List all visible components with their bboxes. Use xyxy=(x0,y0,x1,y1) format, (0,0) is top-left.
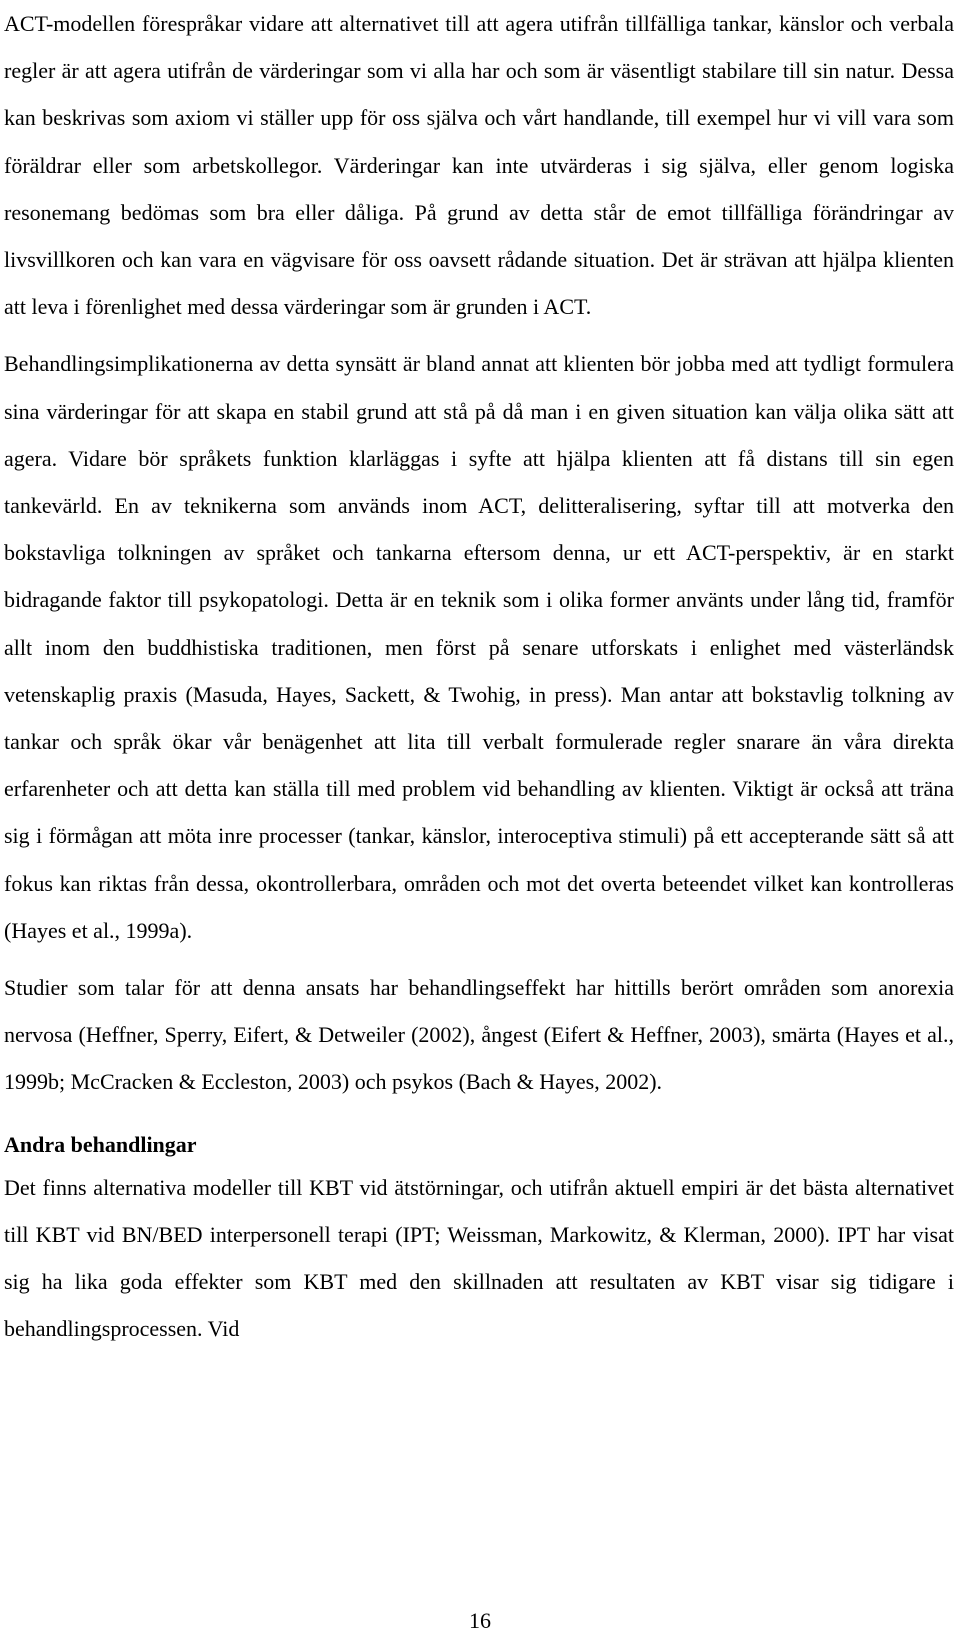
paragraph-act-values: ACT-modellen förespråkar vidare att alternativet till att agera utifrån tillfälliga tankar, känslor och verbala regler är att agera utifrån de värderingar som vi alla har och som är väsentligt stabilare till sin natur. Dessa kan beskrivas som axiom vi ställer upp för oss själva och vårt handlande, till exempel hur vi vill vara som föräldrar eller som arbetskollegor. Värderingar kan inte utvärderas i sig själva, eller genom logiska resonemang bedömas som bra eller dåliga. På grund av detta står de emot tillfälliga förändringar av livsvillkoren och kan vara en vägvisare för oss oavsett rådande situation. Det är strävan att hjälpa klienten att leva i förenlighet med dessa värderingar som är grunden i ACT. xyxy=(4,11,954,320)
paragraph-other-treatments: Det finns alternativa modeller till KBT vid ätstörningar, och utifrån aktuell empiri är det bästa alternativet till KBT vid BN/BED interpersonell terapi (IPT; Weissman, Markowitz, & Klerman, 2000). IPT har visat sig ha lika goda effekter som KBT med den skillnaden att resultaten av KBT visar sig tidigare i behandlingsprocessen. Vid xyxy=(4,1174,954,1342)
section-heading: Andra behandlingar xyxy=(4,1131,197,1157)
paragraph-studies: Studier som talar för att denna ansats har behandlingseffekt har hittills berört områden som anorexia nervosa (Heffner, Sperry, Eifert, & Detweiler (2002), ångest (Eifert & Heffner, 2003), smärta (Hayes et al., 1999b; McCracken & Eccleston, 2003) och psykos (Bach & Hayes, 2002). xyxy=(4,975,954,1095)
document-body xyxy=(4,0,954,1352)
paragraph-treatment-implications: Behandlingsimplikationerna av detta synsätt är bland annat att klienten bör jobba med att tydligt formulera sina värderingar för att skapa en stabil grund att stå på då man i en given situation kan välja olika sätt att agera. Vidare bör språkets funktion klarläggas i syfte att hjälpa klienten att få distans till sin egen tankevärld. En av teknikerna som används inom ACT, delitteralisering, syftar till att motverka den bokstavliga tolkningen av språket och tankarna eftersom denna, ur ett ACT-perspektiv, är en starkt bidragande faktor till psykopatologi. Detta är en teknik som i olika former använts under lång tid, framför allt inom den buddhistiska traditionen, men först på senare utforskats i enlighet med västerländsk vetenskaplig praxis (Masuda, Hayes, Sackett, & Twohig, in press). Man antar att bokstavlig tolkning av tankar och språk ökar vår benägenhet att lita till verbalt formulerade regler snarare än våra direkta erfarenheter och att detta kan ställa till med problem vid behandling av klienten. Viktigt är också att träna sig i förmågan att möta inre processer (tankar, känslor, interoceptiva stimuli) på ett accepterande sätt så att fokus kan riktas från dessa, okontrollerbara, områden och mot det overta beteendet vilket kan kontrolleras (Hayes et al., 1999a). xyxy=(4,351,954,943)
page-number: 16 xyxy=(469,1608,491,1633)
